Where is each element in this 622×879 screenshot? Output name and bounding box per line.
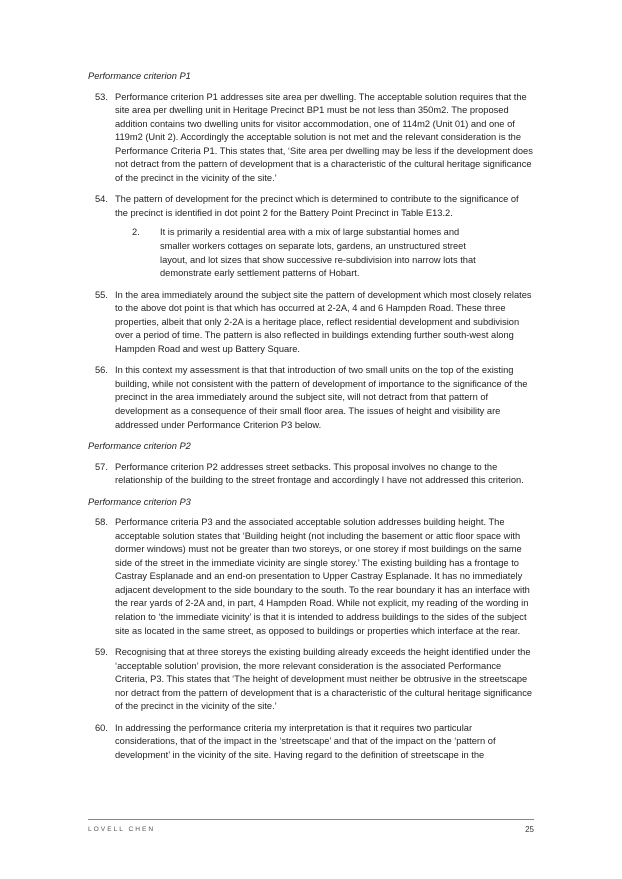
paragraph-55 bbox=[88, 289, 534, 357]
paragraph-text: Performance criterion P1 addresses site area per dwelling. The acceptable solution requires that the site area per dwelling unit in Heritage Precinct BP1 must be not less than 350m2. The proposed addition contains two dwelling units for visitor accommodation, one of 114m2 (Unit 01) and one of 119m2 (Unit 2). Accordingly the acceptable solution is not met and the relevant consideration is the Performance Criteria P1. This states that, ‘Site area per dwelling may be less if the development does not detract from the pattern of development that is a characteristic of the cultural heritage significance of the precinct in the vicinity of the site.’ bbox=[115, 91, 533, 183]
paragraph-58 bbox=[88, 516, 534, 638]
page-number: 25 bbox=[525, 825, 534, 834]
paragraph-number: 54. bbox=[95, 194, 108, 205]
paragraph-number: 58. bbox=[95, 517, 108, 528]
paragraph-text: In this context my assessment is that that introduction of two small units on the top of the existing building, while not consistent with the pattern of development of importance to the significance of the precinct in the area immediately around the subject site, will not detract from that pattern of development as a consequence of their small floor area. The issues of height and visibility are addressed under Performance Criterion P3 below. bbox=[115, 365, 528, 430]
paragraph-number: 56. bbox=[95, 365, 108, 376]
paragraph-number: 57. bbox=[95, 461, 108, 472]
paragraph-text: Performance criteria P3 and the associated acceptable solution addresses building height. The acceptable solution states that ‘Building height (not including the basement or attic floor space with dormer windows) must not be greater than two storeys, or one storey if most buildings on the same side of the street in the immediate vicinity are single storey.’ The existing building has a frontage to Castray Esplanade and an end-on presentation to Upper Castray Esplanade. It has no immediately adjacent development to the side boundary to the south. To the rear boundary it has an interface with the rear yards of 2-2A and, in part, 4 Hampden Road. While not explicit, my reading of the wording in relation to ‘the immediate vicinity’ is that it is intended to address buildings to the sides of the subject site as located in the same street, as opposed to buildings or properties which interface at the rear. bbox=[115, 517, 530, 636]
dot-point-number: 2. bbox=[132, 227, 140, 238]
paragraph-text: In addressing the performance criteria my interpretation is that it requires two particular considerations, that of the impact in the ‘streetscape’ and that of the impact on the ‘pattern of development’ in the vicinity of the site. Having regard to the definition of streetscape in the bbox=[115, 722, 496, 760]
firm-name: LOVELL CHEN bbox=[88, 826, 156, 833]
paragraph-59 bbox=[88, 646, 534, 714]
paragraph-number: 55. bbox=[95, 289, 108, 300]
paragraph-text: The pattern of development for the precinct which is determined to contribute to the significance of the precinct is identified in dot point 2 for the Battery Point Precinct in Table E13.2. bbox=[115, 194, 519, 218]
page-content bbox=[88, 70, 534, 770]
section-heading-p1: Performance criterion P1 bbox=[88, 71, 191, 81]
paragraph-60 bbox=[88, 722, 534, 763]
paragraph-53 bbox=[88, 91, 534, 186]
dot-point-text: It is primarily a residential area with a mix of large substantial homes and smaller workers cottages on separate lots, gardens, an unstructured street layout, and lot sizes that show successive re-subdivision into narrow lots that demonstrate early settlement patterns of Hobart. bbox=[160, 227, 476, 279]
paragraph-number: 53. bbox=[95, 91, 108, 102]
page-footer bbox=[88, 819, 534, 834]
paragraph-57 bbox=[88, 461, 534, 488]
paragraph-text: In the area immediately around the subject site the pattern of development which most closely relates to the above dot point is that which has occurred at 2-2A, 4 and 6 Hampden Road. These three properties, albeit that only 2-2A is a heritage place, reflect residential development and subdivision over a period of time. The pattern is also reflected in buildings extending further south-west along Hampden Road and west up Battery Square. bbox=[115, 289, 532, 354]
section-heading-p2: Performance criterion P2 bbox=[88, 441, 191, 452]
paragraph-number: 60. bbox=[95, 722, 108, 733]
paragraph-text: Recognising that at three storeys the existing building already exceeds the height identified under the ‘acceptable solution’ provision, the more relevant consideration is the associated Performance Criteria, P3. This states that ‘The height of development must neither be obtrusive in the streetscape nor detract from the pattern of development that is a characteristic of the cultural heritage significance of the precinct in the vicinity of the site.’ bbox=[115, 647, 533, 712]
paragraph-text: Performance criterion P2 addresses street setbacks. This proposal involves no change to the relationship of the building to the street frontage and accordingly I have not addressed this criterion. bbox=[115, 461, 524, 486]
section-heading-p3: Performance criterion P3 bbox=[88, 496, 191, 507]
quoted-dot-point-2 bbox=[88, 226, 490, 280]
paragraph-number: 59. bbox=[95, 647, 108, 658]
paragraph-56 bbox=[88, 364, 534, 432]
paragraph-54 bbox=[88, 193, 534, 220]
